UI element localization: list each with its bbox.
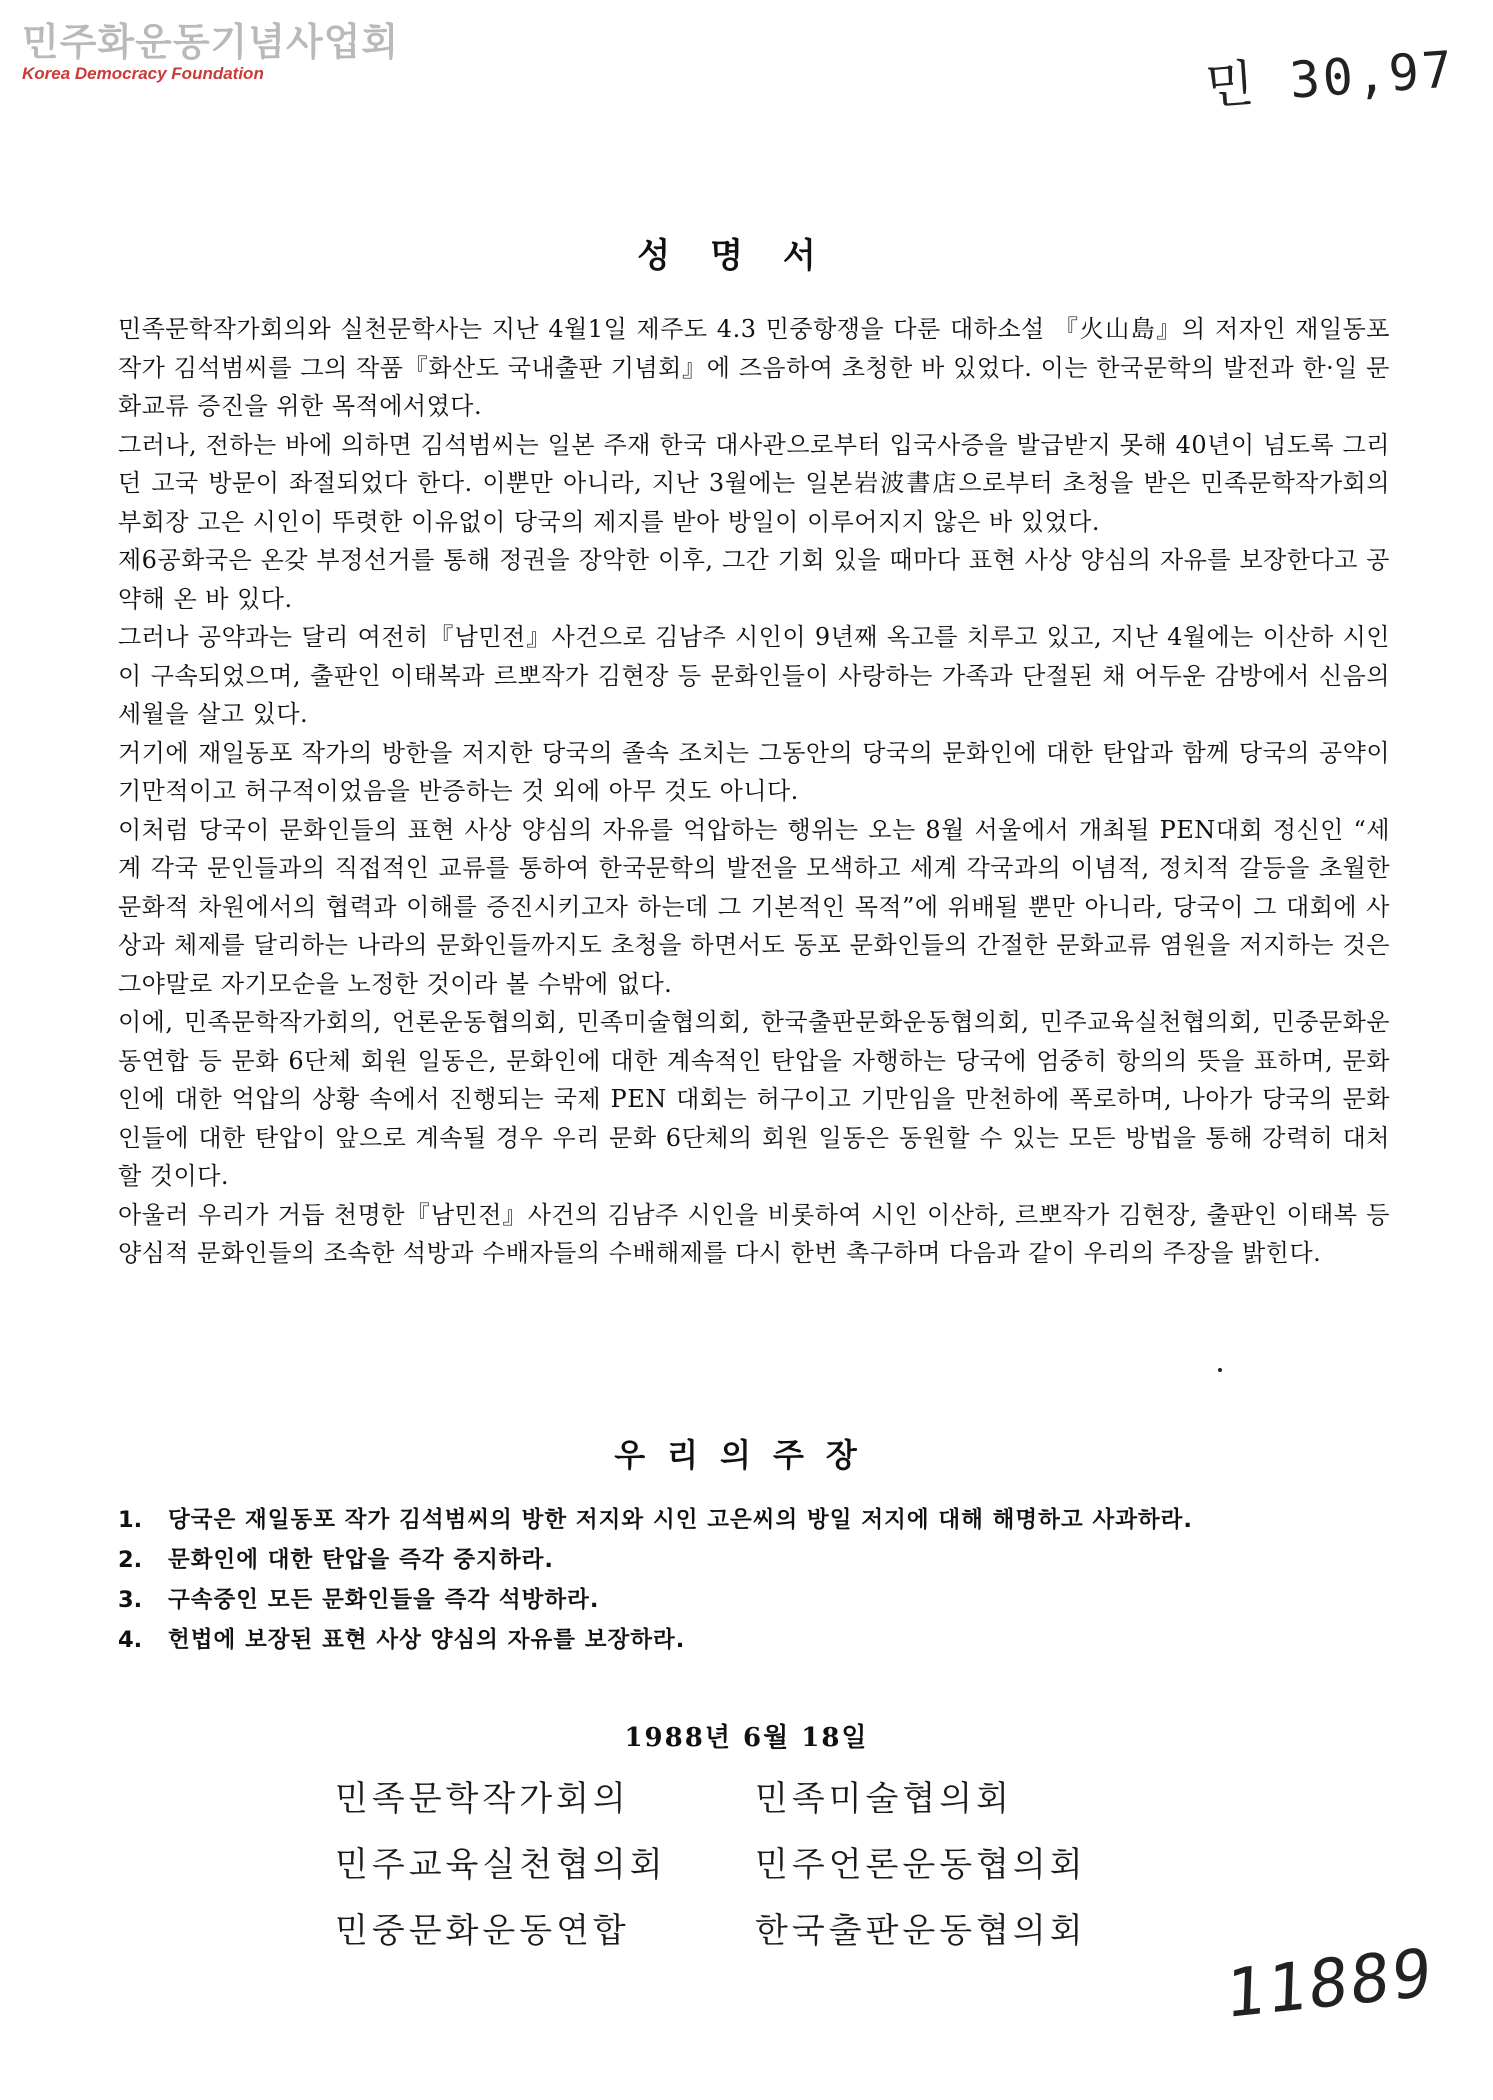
demands-heading: 우리의주장 <box>614 1436 879 1474</box>
paragraph: 이에, 민족문학작가회의, 언론운동협의회, 민족미술협의회, 한국출판문화운동협의회, 민주교육실천협의회, 민중문화운동연합 등 문화 6단체 회원 일동은, 문화인에 대한 계속적인 탄압을 자행하는 당국에 엄중히 항의의 뜻을 표하며, 문화인에 대한 억압의 상황 속에서 진행되는 국제 PEN 대회는 허구이고 기만임을 만천하에 폭로하며, 나아가 당국의 문화인들에 대한 탄압이 앞으로 계속될 경우 우리 문화 6단체의 회원 일동은 동원할 수 있는 모든 방법을 통해 강력히 대처할 것이다. <box>118 1008 1390 1190</box>
demands-list <box>118 1500 1388 1660</box>
foundation-watermark <box>22 20 399 84</box>
paragraph: 그러나, 전하는 바에 의하면 김석범씨는 일본 주재 한국 대사관으로부터 입국사증을 발급받지 못해 40년이 넘도록 그리던 고국 방문이 좌절되었다 한다. 이뿐만 아니라, 지난 3월에는 일본岩波書店으로부터 초청을 받은 민족문학작가회의 부회장 고은 시인이 뚜렷한 이유없이 당국의 제지를 받아 방일이 이루어지지 않은 바 있었다. <box>118 430 1390 536</box>
signer-org: 민족미술협의회 <box>755 1779 1013 1819</box>
archive-number-top: 민 30,97 <box>1203 40 1457 116</box>
document-title: 성명서 <box>637 236 856 276</box>
paragraph: 이처럼 당국이 문화인들의 표현 사상 양심의 자유를 억압하는 행위는 오는 8월 서울에서 개최될 PEN대회 정신인 “세계 각국 문인들과의 직접적인 교류를 통하여 한국문학의 발전을 모색하고 세계 각국과의 이념적, 정치적 갈등을 초월한 문화적 차원에서의 협력과 이해를 증진시키고자 하는데 그 기본적인 목적”에 위배될 뿐만 아니라, 당국이 그 대회에 사상과 체제를 달리하는 나라의 문화인들까지도 초청을 하면서도 동포 문화인들의 간절한 문화교류 염원을 저지하는 것은 그야말로 자기모순을 노정한 것이라 볼 수밖에 없다. <box>118 815 1390 998</box>
demand-number: 2. <box>118 1547 143 1573</box>
signer-org: 한국출판운동협의회 <box>755 1911 1087 1951</box>
demand-text: 헌법에 보장된 표현 사상 양심의 자유를 보장하라. <box>168 1627 686 1653</box>
demand-number: 1. <box>118 1507 143 1533</box>
demand-text: 구속중인 모든 문화인들을 즉각 석방하라. <box>168 1587 600 1613</box>
signer-org: 민족문학작가회의 <box>335 1779 630 1819</box>
watermark-english: Korea Democracy Foundation <box>22 64 264 83</box>
paragraph: 거기에 재일동포 작가의 방한을 저지한 당국의 졸속 조치는 그동안의 당국의 문화인에 대한 탄압과 함께 당국의 공약이 기만적이고 허구적이었음을 반증하는 것 외에 아무 것도 아니다. <box>118 738 1390 805</box>
demand-text: 문화인에 대한 탄압을 즉각 중지하라. <box>168 1547 554 1573</box>
statement-body <box>118 310 1390 1273</box>
paragraph: 아울러 우리가 거듭 천명한『남민전』사건의 김남주 시인을 비롯하여 시인 이산하, 르뽀작가 김현장, 출판인 이태복 등 양심적 문화인들의 조속한 석방과 수배자들의 수배해제를 다시 한번 촉구하며 다음과 같이 우리의 주장을 밝힌다. <box>118 1200 1390 1267</box>
demand-number: 4. <box>118 1627 143 1653</box>
archive-number-bottom: 11889 <box>1224 1933 1435 2034</box>
demand-text: 당국은 재일동포 작가 김석범씨의 방한 저지와 시인 고은씨의 방일 저지에 대해 해명하고 사과하라. <box>168 1507 1193 1533</box>
paragraph: 제6공화국은 온갖 부정선거를 통해 정권을 장악한 이후, 그간 기회 있을 때마다 표현 사상 양심의 자유를 보장한다고 공약해 온 바 있다. <box>118 546 1390 613</box>
signer-org: 민주교육실천협의회 <box>335 1845 667 1885</box>
ink-dot <box>1218 1368 1222 1372</box>
paragraph: 민족문학작가회의와 실천문학사는 지난 4월1일 제주도 4.3 민중항쟁을 다룬 대하소설 『火山島』의 저자인 재일동포 작가 김석범씨를 그의 작품『화산도 국내출판 기념회』에 즈음하여 초청한 바 있었다. 이는 한국문학의 발전과 한·일 문화교류 증진을 위한 목적에서였다. <box>118 315 1390 420</box>
signer-org: 민중문화운동연합 <box>335 1911 630 1951</box>
signer-org: 민주언론운동협의회 <box>755 1845 1087 1885</box>
demand-item <box>118 1580 1388 1620</box>
watermark-korean: 민주화운동기념사업회 <box>22 20 400 64</box>
demand-number: 3. <box>118 1587 143 1613</box>
signatory-organizations <box>335 1770 1115 1960</box>
statement-date: 1988년 6월 18일 <box>624 1723 869 1753</box>
demand-item <box>118 1540 1388 1580</box>
paragraph: 그러나 공약과는 달리 여전히『남민전』사건으로 김남주 시인이 9년째 옥고를 치루고 있고, 지난 4월에는 이산하 시인이 구속되었으며, 출판인 이태복과 르뽀작가 김현장 등 문화인들이 사랑하는 가족과 단절된 채 어두운 감방에서 신음의 세월을 살고 있다. <box>118 623 1390 728</box>
demand-item <box>118 1620 1388 1660</box>
demand-item <box>118 1500 1388 1540</box>
